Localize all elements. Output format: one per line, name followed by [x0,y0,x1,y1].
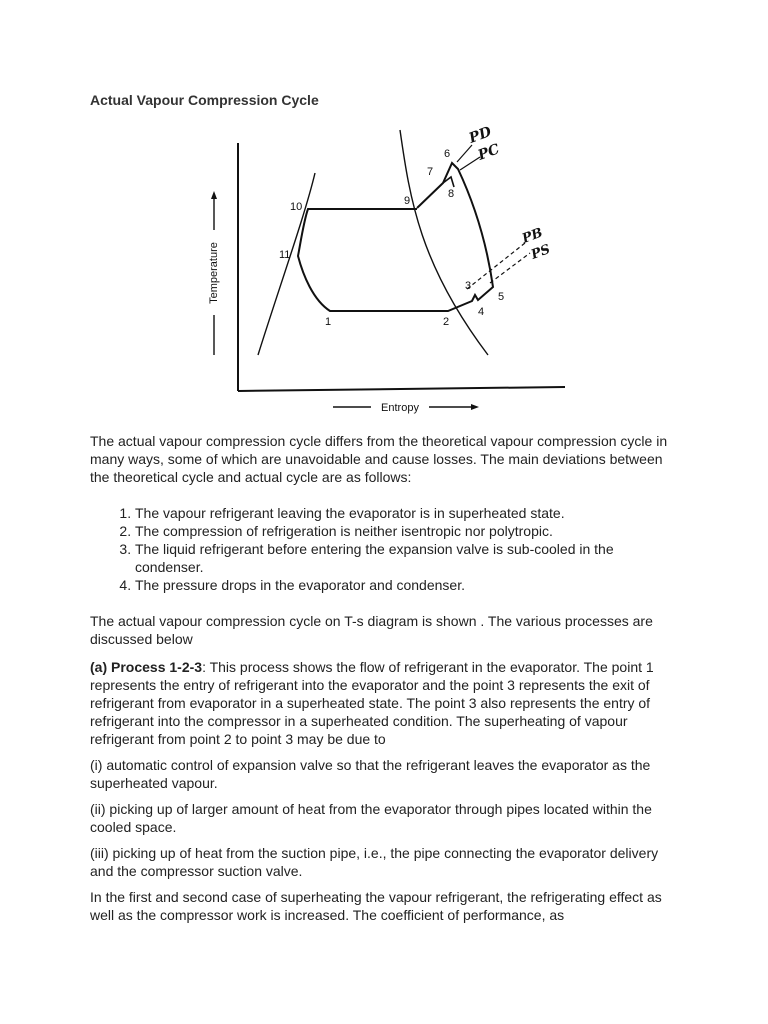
x-axis [238,387,565,391]
pressure-line-pd [457,145,472,162]
page-title: Actual Vapour Compression Cycle [90,92,319,108]
pressure-label-ps: PS [529,242,553,263]
processes-intro: The actual vapour compression cycle on T-s diagram is shown . The various processes are discussed below [90,613,653,647]
y-axis-arrowhead [211,191,217,199]
cause-item: (ii) picking up of larger amount of heat from the evaporator through pipes located within the cooled space. [90,801,652,835]
point-label-3: 3 [465,280,472,292]
point-label-8: 8 [448,188,455,200]
point-label-11: 11 [279,249,291,261]
point-label-2: 2 [443,316,450,328]
list-item: 3. The liquid refrigerant before entering the expansion valve is sub-cooled in the condenser. [135,540,678,576]
pressure-line-ps [490,253,530,283]
point-label-5: 5 [498,291,505,303]
pressure-line-pc [460,157,480,170]
x-axis-label: Entropy [381,402,419,414]
point-label-10: 10 [290,201,303,213]
conclusion-paragraph: In the first and second case of superheating the vapour refrigerant, the refrigerating effect as well as the compressor work is increased. The coefficient of performance, as [90,889,662,923]
article-body [90,432,678,924]
ts-diagram [195,115,585,420]
list-item: 4. The pressure drops in the evaporator and condenser. [135,576,678,594]
pressure-label-pb: PB [520,225,545,247]
process-a-heading: (a) Process 1-2-3 [90,659,203,675]
process-a-text: : This process shows the flow of refrigerant in the evaporator. The point 1 represents the entry of refrigerant into the evaporator and the point 3 represents the exit of refrigerant from evaporator in a superheated state. The point 3 also represents the entry of refrigerant into the compressor in a superheated condition. The superheating of vapour refrigerant from point 2 to point 3 may be due to [90,659,654,747]
point-label-6: 6 [444,148,451,160]
pressure-line-pb [467,243,525,289]
cause-item: (iii) picking up of heat from the suction pipe, i.e., the pipe connecting the evaporator delivery and the compressor suction valve. [90,845,659,879]
point-label-7: 7 [427,166,434,178]
intro-paragraph: The actual vapour compression cycle differs from the theoretical vapour compression cycle in many ways, some of which are unavoidable and cause losses. The main deviations between the theoretical cycle and actual cycle are as follows: [90,433,668,485]
list-item: 2. The compression of refrigeration is neither isentropic nor polytropic. [135,522,678,540]
point-label-9: 9 [404,195,411,207]
cycle-path [298,163,493,311]
point-label-4: 4 [478,306,485,318]
saturated-liquid-line [258,173,315,355]
list-item: 1. The vapour refrigerant leaving the evaporator is in superheated state. [135,504,678,522]
point-label-1: 1 [325,316,332,328]
pressure-label-pc: PC [475,141,502,164]
pressure-label-pd: PD [466,123,494,147]
deviations-list [90,504,678,594]
process-a-paragraph [90,658,678,748]
y-axis-label: Temperature [208,242,220,304]
cause-item: (i) automatic control of expansion valve so that the refrigerant leaves the evaporator as the superheated vapour. [90,757,651,791]
x-axis-arrowhead [471,404,479,410]
ts-diagram-svg [195,115,585,420]
